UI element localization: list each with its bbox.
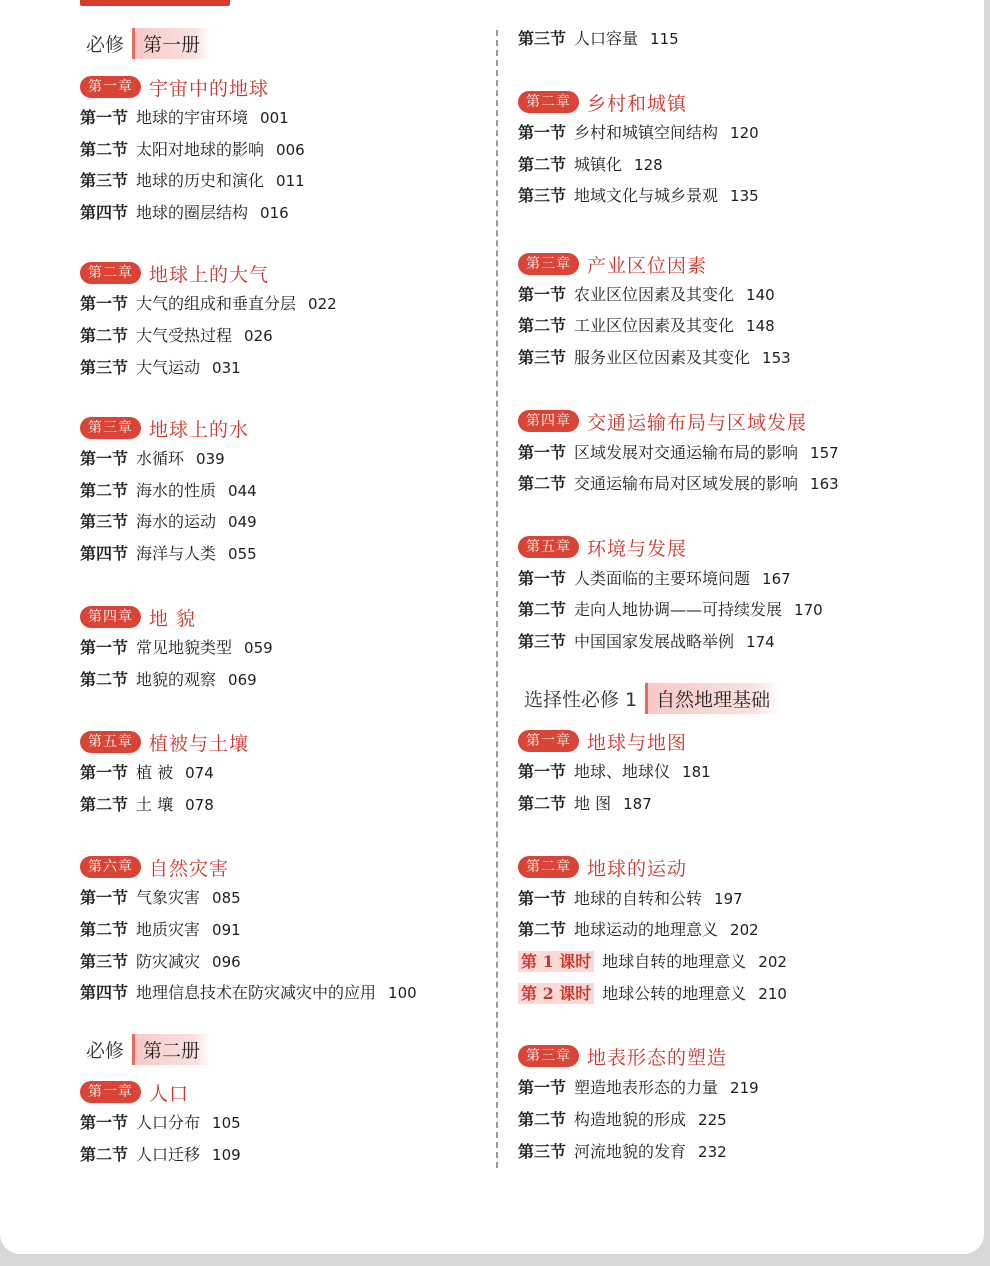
chapter-heading: [518, 853, 687, 881]
page-number: 167: [762, 570, 791, 588]
section-title: 构造地貌的形成: [574, 1110, 687, 1129]
section-label: 第二节: [518, 794, 567, 813]
section-title: 太阳对地球的影响: [136, 140, 265, 159]
chapter-badge: 第四章: [518, 410, 579, 432]
chapter-heading: [80, 728, 249, 756]
lesson-label: 第 2 课时: [518, 983, 594, 1004]
section-title: 人口分布: [136, 1113, 201, 1132]
toc-entry[interactable]: [518, 566, 791, 592]
section-title: 地球的圈层结构: [136, 203, 249, 222]
section-title: 地球的宇宙环境: [136, 108, 249, 127]
toc-entry[interactable]: [80, 509, 257, 535]
book-prefix: 必修: [86, 33, 125, 56]
toc-entry[interactable]: [518, 1107, 727, 1133]
chapter-badge: 第二章: [518, 91, 579, 113]
toc-entry[interactable]: [80, 291, 337, 317]
section-title: 植 被: [136, 763, 174, 782]
chapter-heading: [80, 603, 196, 631]
page-number: 049: [228, 513, 257, 531]
toc-entry[interactable]: [80, 541, 257, 567]
toc-lesson-entry[interactable]: [518, 981, 787, 1007]
page-number: 011: [276, 172, 305, 190]
section-label: 第三节: [518, 348, 567, 367]
page-number: 140: [746, 286, 775, 304]
section-label: 第三节: [518, 186, 567, 205]
chapter-heading: [80, 73, 269, 101]
section-label: 第二节: [518, 155, 567, 174]
section-label: 第一节: [80, 888, 129, 907]
page-number: 157: [810, 444, 839, 462]
page-number: 096: [212, 953, 241, 971]
section-label: 第一节: [80, 294, 129, 313]
toc-entry[interactable]: [518, 345, 791, 371]
section-title: 地 图: [574, 794, 612, 813]
chapter-title: 自然灾害: [149, 857, 230, 880]
section-label: 第三节: [518, 632, 567, 651]
toc-entry[interactable]: [80, 1110, 241, 1136]
section-label: 第一节: [518, 123, 567, 142]
chapter-title: 地球上的水: [149, 418, 250, 441]
section-label: 第二节: [80, 140, 129, 159]
section-label: 第一节: [80, 638, 129, 657]
book-header-compulsory-2: [80, 1034, 210, 1064]
chapter-heading: [80, 259, 269, 287]
section-label: 第一节: [518, 569, 567, 588]
section-label: 第一节: [518, 285, 567, 304]
page-number: 174: [746, 633, 775, 651]
toc-entry[interactable]: [80, 760, 214, 786]
section-label: 第一节: [518, 762, 567, 781]
section-title: 地貌的观察: [136, 670, 217, 689]
chapter-badge: 第一章: [80, 76, 141, 98]
toc-entry[interactable]: [518, 120, 759, 146]
section-title: 工业区位因素及其变化: [574, 316, 735, 335]
toc-entry[interactable]: [80, 980, 417, 1006]
page-number: 031: [212, 359, 241, 377]
section-label: 第二节: [80, 795, 129, 814]
toc-entry[interactable]: [518, 282, 775, 308]
page-number: 120: [730, 124, 759, 142]
section-title: 农业区位因素及其变化: [574, 285, 735, 304]
page-number: 091: [212, 921, 241, 939]
page-number: 016: [260, 204, 289, 222]
chapter-title: 环境与发展: [587, 537, 688, 560]
book-prefix: 选择性必修 1: [524, 688, 638, 711]
toc-entry[interactable]: [518, 597, 823, 623]
chapter-badge: 第四章: [80, 606, 141, 628]
section-label: 第三节: [80, 358, 129, 377]
chapter-badge: 第五章: [518, 536, 579, 558]
chapter-title: 地表形态的塑造: [587, 1046, 728, 1069]
page-number: 105: [212, 1114, 241, 1132]
page-number: 219: [730, 1079, 759, 1097]
chapter-badge: 第二章: [518, 856, 579, 878]
page-number: 210: [758, 985, 787, 1003]
section-title: 中国国家发展战略举例: [574, 632, 735, 651]
chapter-heading: [518, 88, 687, 116]
page-number: 202: [758, 953, 787, 971]
section-title: 城镇化: [574, 155, 623, 174]
chapter-title: 地球上的大气: [149, 263, 270, 286]
chapter-badge: 第一章: [80, 1081, 141, 1103]
section-title: 地球的历史和演化: [136, 171, 265, 190]
section-label: 第三节: [80, 171, 129, 190]
section-title: 气象灾害: [136, 888, 201, 907]
section-label: 第二节: [518, 920, 567, 939]
chapter-badge: 第二章: [80, 262, 141, 284]
page-number: 069: [228, 671, 257, 689]
column-divider: [496, 30, 498, 1168]
section-title: 人口迁移: [136, 1145, 201, 1164]
section-title: 水循环: [136, 449, 185, 468]
page-number: 109: [212, 1146, 241, 1164]
page-number: 232: [698, 1143, 727, 1161]
section-title: 地球公转的地理意义: [602, 984, 747, 1003]
section-title: 交通运输布局对区域发展的影响: [574, 474, 799, 493]
section-title: 地球的自转和公转: [574, 889, 703, 908]
section-title: 常见地貌类型: [136, 638, 233, 657]
section-title: 走向人地协调——可持续发展: [574, 600, 783, 619]
section-label: 第一节: [80, 763, 129, 782]
section-title: 地质灾害: [136, 920, 201, 939]
toc-entry[interactable]: [518, 1139, 727, 1165]
page-number: 078: [185, 796, 214, 814]
page-number: 128: [634, 156, 663, 174]
section-label: 第一节: [80, 1113, 129, 1132]
chapter-heading: [80, 414, 249, 442]
section-title: 人类面临的主要环境问题: [574, 569, 751, 588]
section-label: 第一节: [518, 443, 567, 462]
toc-entry[interactable]: [518, 917, 759, 943]
section-title: 大气运动: [136, 358, 201, 377]
toc-entry[interactable]: [518, 629, 775, 655]
page-number: 006: [276, 141, 305, 159]
section-label: 第二节: [518, 1110, 567, 1129]
section-title: 地球、地球仪: [574, 762, 671, 781]
chapter-badge: 第五章: [80, 731, 141, 753]
section-label: 第二节: [518, 600, 567, 619]
toc-lesson-entry[interactable]: [518, 949, 787, 975]
section-title: 大气的组成和垂直分层: [136, 294, 297, 313]
page-number: 039: [196, 450, 225, 468]
toc-entry[interactable]: [518, 791, 652, 817]
toc-entry[interactable]: [80, 949, 241, 975]
chapter-title: 地 貌: [149, 607, 197, 630]
page-number: 163: [810, 475, 839, 493]
page-number: 225: [698, 1111, 727, 1129]
book-name: 自然地理基础: [645, 683, 780, 714]
chapter-heading: [518, 407, 807, 435]
book-prefix: 必修: [86, 1039, 125, 1062]
chapter-title: 产业区位因素: [587, 254, 708, 277]
page-number: 148: [746, 317, 775, 335]
section-title: 河流地貌的发育: [574, 1142, 687, 1161]
toc-entry[interactable]: [518, 440, 839, 466]
toc-entry[interactable]: [80, 446, 225, 472]
toc-entry[interactable]: [518, 1075, 759, 1101]
section-label: 第二节: [518, 474, 567, 493]
book-name: 第二册: [132, 1034, 210, 1065]
section-label: 第三节: [518, 29, 567, 48]
lesson-label: 第 1 课时: [518, 951, 594, 972]
page-number: 074: [185, 764, 214, 782]
section-title: 海水的性质: [136, 481, 217, 500]
section-label: 第一节: [518, 889, 567, 908]
section-label: 第三节: [80, 512, 129, 531]
toc-entry[interactable]: [80, 355, 241, 381]
chapter-heading: [518, 727, 687, 755]
chapter-heading: [80, 1078, 189, 1106]
section-title: 区域发展对交通运输布局的影响: [574, 443, 799, 462]
page-number: 135: [730, 187, 759, 205]
page-number: 181: [682, 763, 711, 781]
chapter-title: 地球的运动: [587, 857, 688, 880]
chapter-heading: [518, 1042, 727, 1070]
page-number: 044: [228, 482, 257, 500]
chapter-title: 地球与地图: [587, 731, 688, 754]
toc-entry[interactable]: [518, 26, 679, 52]
chapter-heading: [518, 250, 707, 278]
section-title: 海洋与人类: [136, 544, 217, 563]
chapter-badge: 第三章: [518, 253, 579, 275]
toc-entry[interactable]: [80, 105, 289, 131]
toc-entry[interactable]: [518, 313, 775, 339]
section-label: 第一节: [518, 1078, 567, 1097]
chapter-title: 宇宙中的地球: [149, 77, 270, 100]
page-number: 085: [212, 889, 241, 907]
toc-entry[interactable]: [80, 168, 305, 194]
chapter-badge: 第三章: [518, 1045, 579, 1067]
section-title: 地理信息技术在防灾减灾中的应用: [136, 983, 377, 1002]
chapter-title: 交通运输布局与区域发展: [587, 411, 808, 434]
section-title: 人口容量: [574, 29, 639, 48]
section-title: 防灾减灾: [136, 952, 201, 971]
section-label: 第二节: [80, 920, 129, 939]
book-header-compulsory-1: [80, 28, 210, 58]
section-label: 第一节: [80, 449, 129, 468]
section-title: 海水的运动: [136, 512, 217, 531]
page-number: 026: [244, 327, 273, 345]
toc-entry[interactable]: [80, 885, 241, 911]
section-title: 服务业区位因素及其变化: [574, 348, 751, 367]
section-label: 第二节: [80, 670, 129, 689]
page-number: 100: [388, 984, 417, 1002]
chapter-badge: 第六章: [80, 856, 141, 878]
page-number: 115: [650, 30, 679, 48]
toc-entry[interactable]: [80, 667, 257, 693]
toc-entry[interactable]: [80, 917, 241, 943]
section-label: 第二节: [518, 316, 567, 335]
section-title: 地球运动的地理意义: [574, 920, 719, 939]
toc-entry[interactable]: [518, 886, 743, 912]
chapter-title: 乡村和城镇: [587, 92, 688, 115]
section-label: 第四节: [80, 544, 129, 563]
toc-entry[interactable]: [518, 152, 663, 178]
chapter-title: 人口: [149, 1082, 190, 1105]
toc-entry[interactable]: [518, 471, 839, 497]
toc-entry[interactable]: [80, 635, 273, 661]
section-title: 地域文化与城乡景观: [574, 186, 719, 205]
page-number: 001: [260, 109, 289, 127]
page-number: 170: [794, 601, 823, 619]
section-label: 第二节: [80, 1145, 129, 1164]
top-title-fragment: [80, 0, 230, 6]
toc-entry[interactable]: [80, 478, 257, 504]
book-header-elective-1: [518, 683, 780, 713]
page-number: 022: [308, 295, 337, 313]
section-title: 土 壤: [136, 795, 174, 814]
chapter-title: 植被与土壤: [149, 732, 250, 755]
toc-entry[interactable]: [80, 1142, 241, 1168]
chapter-heading: [518, 533, 687, 561]
section-label: 第四节: [80, 203, 129, 222]
toc-entry[interactable]: [518, 759, 711, 785]
page-number: 153: [762, 349, 791, 367]
toc-entry[interactable]: [80, 137, 305, 163]
toc-entry[interactable]: [518, 183, 759, 209]
section-label: 第四节: [80, 983, 129, 1002]
section-title: 地球自转的地理意义: [602, 952, 747, 971]
toc-entry[interactable]: [80, 200, 289, 226]
toc-entry[interactable]: [80, 323, 273, 349]
page-number: 059: [244, 639, 273, 657]
section-label: 第三节: [518, 1142, 567, 1161]
section-label: 第三节: [80, 952, 129, 971]
chapter-badge: 第三章: [80, 417, 141, 439]
section-label: 第二节: [80, 326, 129, 345]
book-name: 第一册: [132, 28, 210, 59]
section-label: 第一节: [80, 108, 129, 127]
page-number: 187: [623, 795, 652, 813]
chapter-heading: [80, 853, 229, 881]
page-number: 197: [714, 890, 743, 908]
section-title: 乡村和城镇空间结构: [574, 123, 719, 142]
chapter-badge: 第一章: [518, 730, 579, 752]
page-number: 055: [228, 545, 257, 563]
section-title: 大气受热过程: [136, 326, 233, 345]
section-label: 第二节: [80, 481, 129, 500]
page-number: 202: [730, 921, 759, 939]
section-title: 塑造地表形态的力量: [574, 1078, 719, 1097]
toc-entry[interactable]: [80, 792, 214, 818]
